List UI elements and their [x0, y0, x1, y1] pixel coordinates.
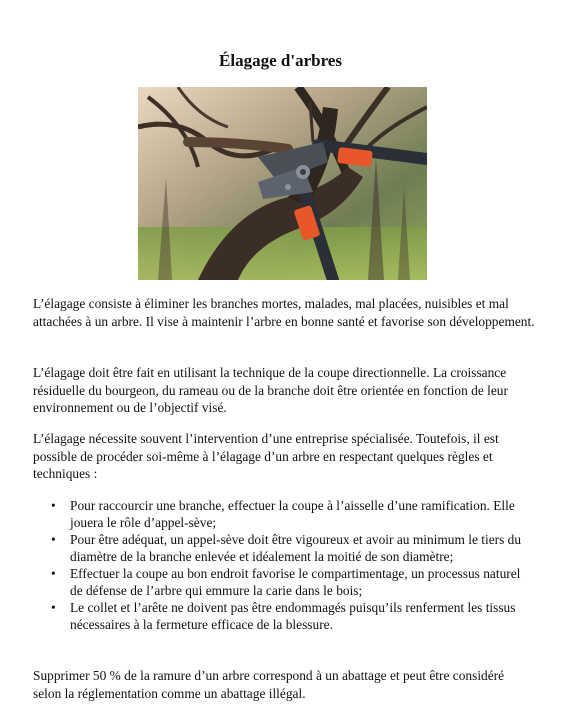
bullet-icon: • — [51, 532, 56, 547]
list-item — [33, 531, 535, 565]
rules-list — [33, 497, 535, 633]
list-item-text: Pour raccourcir une branche, effectuer la coupe à l’aisselle d’une ramification. Elle jouera le rôle d’appel-sève; — [70, 498, 515, 530]
bullet-icon: • — [51, 566, 56, 581]
list-item-text: Le collet et l’arête ne doivent pas être endommagés puisqu’ils renferment les tissus nécessaires à la fermeture efficace de la blessure. — [70, 600, 516, 632]
pruning-shears-photo — [138, 87, 427, 280]
list-item — [33, 497, 535, 531]
list-item — [33, 599, 535, 633]
list-item-text: Effectuer la coupe au bon endroit favorise le compartimentage, un processus naturel de défense de l’arbre qui emmure la carie dans le bois; — [70, 566, 521, 598]
paragraph-rules: L’élagage nécessite souvent l’intervention d’une entreprise spécialisée. Toutefois, il est possible de procéder soi-même à l’élagage d’un arbre en respectant quelques règles et techniques : — [33, 431, 499, 481]
list-item — [33, 565, 535, 599]
bullet-icon: • — [51, 600, 56, 615]
paragraph-closing: Supprimer 50 % de la ramure d’un arbre correspond à un abattage et peut être considéré selon la réglementation comme un abattage illégal. — [33, 668, 505, 701]
paragraph-technique: L’élagage doit être fait en utilisant la technique de la coupe directionnelle. La croissance résiduelle du bourgeon, du rameau ou de la branche doit être orientée en fonction de leur environnement ou de l’objectif visé. — [33, 365, 508, 415]
list-item-text: Pour être adéquat, un appel-sève doit être vigoureux et avoir au minimum le tiers du diamètre de la branche enlevée et idéalement la moitié de son diamètre; — [70, 532, 522, 564]
page-title: Élagage d'arbres — [219, 51, 342, 70]
paragraph-intro: L’élagage consiste à éliminer les branches mortes, malades, mal placées, nuisibles et mal attachées à un arbre. Il vise à maintenir l’arbre en bonne santé et favorise son développement. — [33, 296, 535, 329]
bullet-icon: • — [51, 498, 56, 513]
